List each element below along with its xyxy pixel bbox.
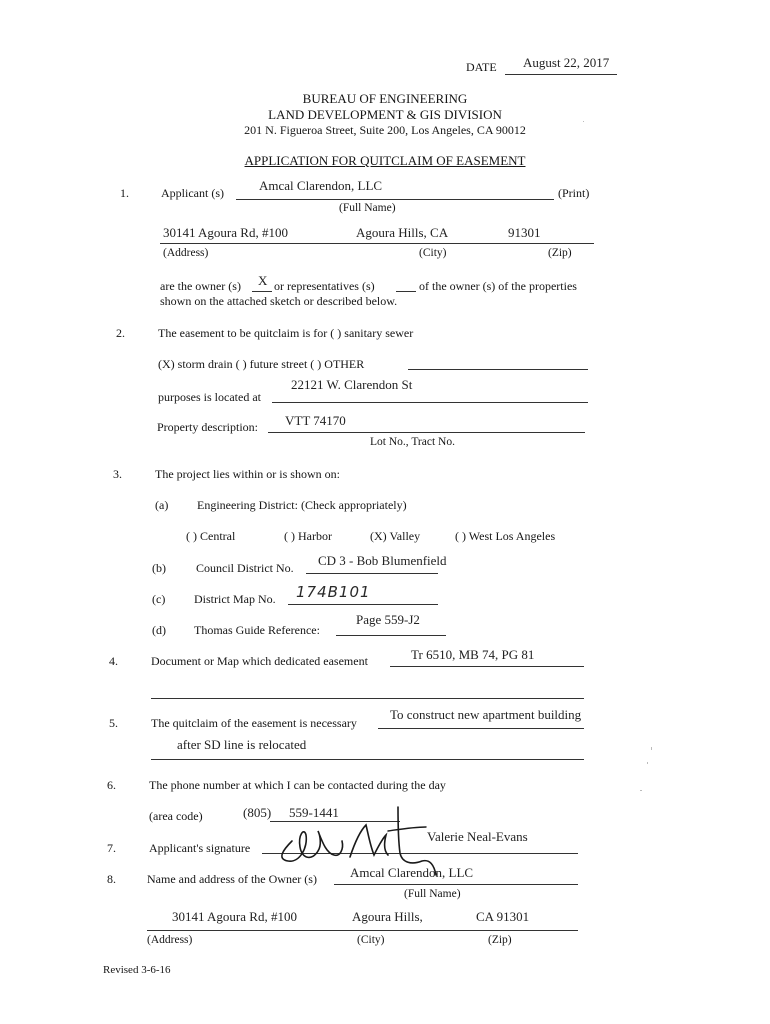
owner-zip-field[interactable]: CA 91301 [476, 909, 530, 924]
easement-type-line2: (X) storm drain ( ) future street ( ) OTHER [158, 357, 365, 371]
applicant-name-field[interactable]: Amcal Clarendon, LLC [259, 178, 383, 193]
easement-type-line1: The easement to be quitclaim is for ( ) sanitary sewer [158, 326, 414, 340]
owner-address-caption: (Address) [147, 934, 193, 946]
phone-label: The phone number at which I can be contacted during the day [149, 778, 446, 792]
scan-speck [651, 747, 652, 750]
owner-address-field[interactable]: 30141 Agoura Rd, #100 [172, 909, 297, 924]
section-4-number: 4. [109, 654, 118, 668]
scan-speck [640, 790, 642, 791]
lot-tract-caption: Lot No., Tract No. [370, 436, 455, 448]
location-line [272, 402, 588, 403]
quitclaim-reason-line-1 [378, 728, 584, 729]
scan-speck [583, 121, 584, 122]
section-6-number: 6. [107, 778, 116, 792]
item-a-label: (a) [155, 498, 169, 512]
zip-caption: (Zip) [548, 247, 572, 259]
district-map-field[interactable]: 174B101 [296, 583, 371, 601]
applicant-label: Applicant (s) [161, 186, 224, 200]
project-intro: The project lies within or is shown on: [155, 467, 340, 481]
form-title: APPLICATION FOR QUITCLAIM OF EASEMENT [244, 153, 526, 168]
applicant-zip-field[interactable]: 91301 [508, 225, 541, 240]
area-code-field[interactable]: (805) [243, 805, 272, 820]
applicant-line [236, 199, 554, 200]
applicant-city-field[interactable]: Agoura Hills, CA [356, 225, 449, 240]
district-option-harbor[interactable]: ( ) Harbor [284, 529, 332, 543]
phone-number-field[interactable]: 559-1441 [289, 805, 339, 820]
property-description-field[interactable]: VTT 74170 [285, 413, 346, 428]
owner-check-mark[interactable]: X [258, 273, 268, 288]
engineering-district-label: Engineering District: (Check appropriately) [197, 498, 407, 512]
owner-name-line [334, 884, 578, 885]
full-name-caption: (Full Name) [339, 202, 396, 214]
dedicated-easement-line-2 [151, 698, 584, 699]
owner-text-a: are the owner (s) [160, 279, 241, 293]
dedicated-easement-field[interactable]: Tr 6510, MB 74, PG 81 [411, 647, 535, 662]
thomas-guide-field[interactable]: Page 559-J2 [356, 612, 420, 627]
district-map-line [288, 604, 438, 605]
owner-blank [252, 291, 272, 292]
header-address: 201 N. Figueroa Street, Suite 200, Los Angeles, CA 90012 [244, 123, 526, 137]
header-bureau: BUREAU OF ENGINEERING [302, 91, 468, 106]
owner-zip-caption: (Zip) [488, 934, 512, 946]
purposes-label: purposes is located at [158, 390, 261, 404]
thomas-guide-label: Thomas Guide Reference: [194, 623, 320, 637]
owner-text-b: or representatives (s) [274, 279, 375, 293]
district-option-central[interactable]: ( ) Central [186, 529, 236, 543]
section-7-number: 7. [107, 841, 116, 855]
owner-city-caption: (City) [357, 934, 385, 946]
quitclaim-reason-field-1[interactable]: To construct new apartment building [390, 707, 582, 722]
print-label: (Print) [558, 186, 590, 200]
owner-label: Name and address of the Owner (s) [147, 872, 317, 886]
dedicated-easement-line [390, 666, 584, 667]
date-label: DATE [466, 60, 497, 74]
owner-text-c: of the owner (s) of the properties [419, 279, 577, 293]
owner-name-field[interactable]: Amcal Clarendon, LLC [350, 865, 474, 880]
thomas-guide-line [336, 635, 446, 636]
location-field[interactable]: 22121 W. Clarendon St [291, 377, 413, 392]
owner-text-d: shown on the attached sketch or described below. [160, 294, 398, 308]
signature-label: Applicant's signature [149, 841, 251, 855]
section-1-number: 1. [120, 186, 129, 200]
quitclaim-reason-line-2 [151, 759, 584, 760]
quitclaim-reason-field-2[interactable]: after SD line is relocated [177, 737, 307, 752]
council-district-label: Council District No. [196, 561, 294, 575]
address-line [160, 243, 594, 244]
council-district-line [306, 573, 438, 574]
other-line [408, 369, 588, 370]
owner-address-line [147, 930, 578, 931]
quitclaim-reason-label: The quitclaim of the easement is necessary [151, 716, 357, 730]
scan-speck [647, 762, 648, 764]
date-value[interactable]: August 22, 2017 [523, 55, 610, 70]
section-3-number: 3. [113, 467, 122, 481]
applicant-address-field[interactable]: 30141 Agoura Rd, #100 [163, 225, 288, 240]
area-code-label: (area code) [149, 809, 203, 823]
representative-blank [396, 291, 416, 292]
district-map-label: District Map No. [194, 592, 276, 606]
section-8-number: 8. [107, 872, 116, 886]
owner-city-field[interactable]: Agoura Hills, [352, 909, 423, 924]
council-district-field[interactable]: CD 3 - Bob Blumenfield [318, 553, 447, 568]
dedicated-easement-label: Document or Map which dedicated easement [151, 654, 368, 668]
item-d-label: (d) [152, 623, 166, 637]
date-line [505, 74, 617, 75]
city-caption: (City) [419, 247, 447, 259]
section-5-number: 5. [109, 716, 118, 730]
property-description-label: Property description: [157, 420, 258, 434]
section-2-number: 2. [116, 326, 125, 340]
revision-note: Revised 3-6-16 [103, 964, 171, 976]
address-caption: (Address) [163, 247, 209, 259]
owner-full-name-caption: (Full Name) [404, 888, 461, 900]
item-b-label: (b) [152, 561, 166, 575]
item-c-label: (c) [152, 592, 166, 606]
header-division: LAND DEVELOPMENT & GIS DIVISION [268, 107, 502, 122]
district-option-west-los-angeles[interactable]: ( ) West Los Angeles [455, 529, 556, 543]
signer-name-field[interactable]: Valerie Neal-Evans [427, 829, 528, 844]
property-line [268, 432, 585, 433]
district-option-valley[interactable]: (X) Valley [370, 529, 421, 543]
